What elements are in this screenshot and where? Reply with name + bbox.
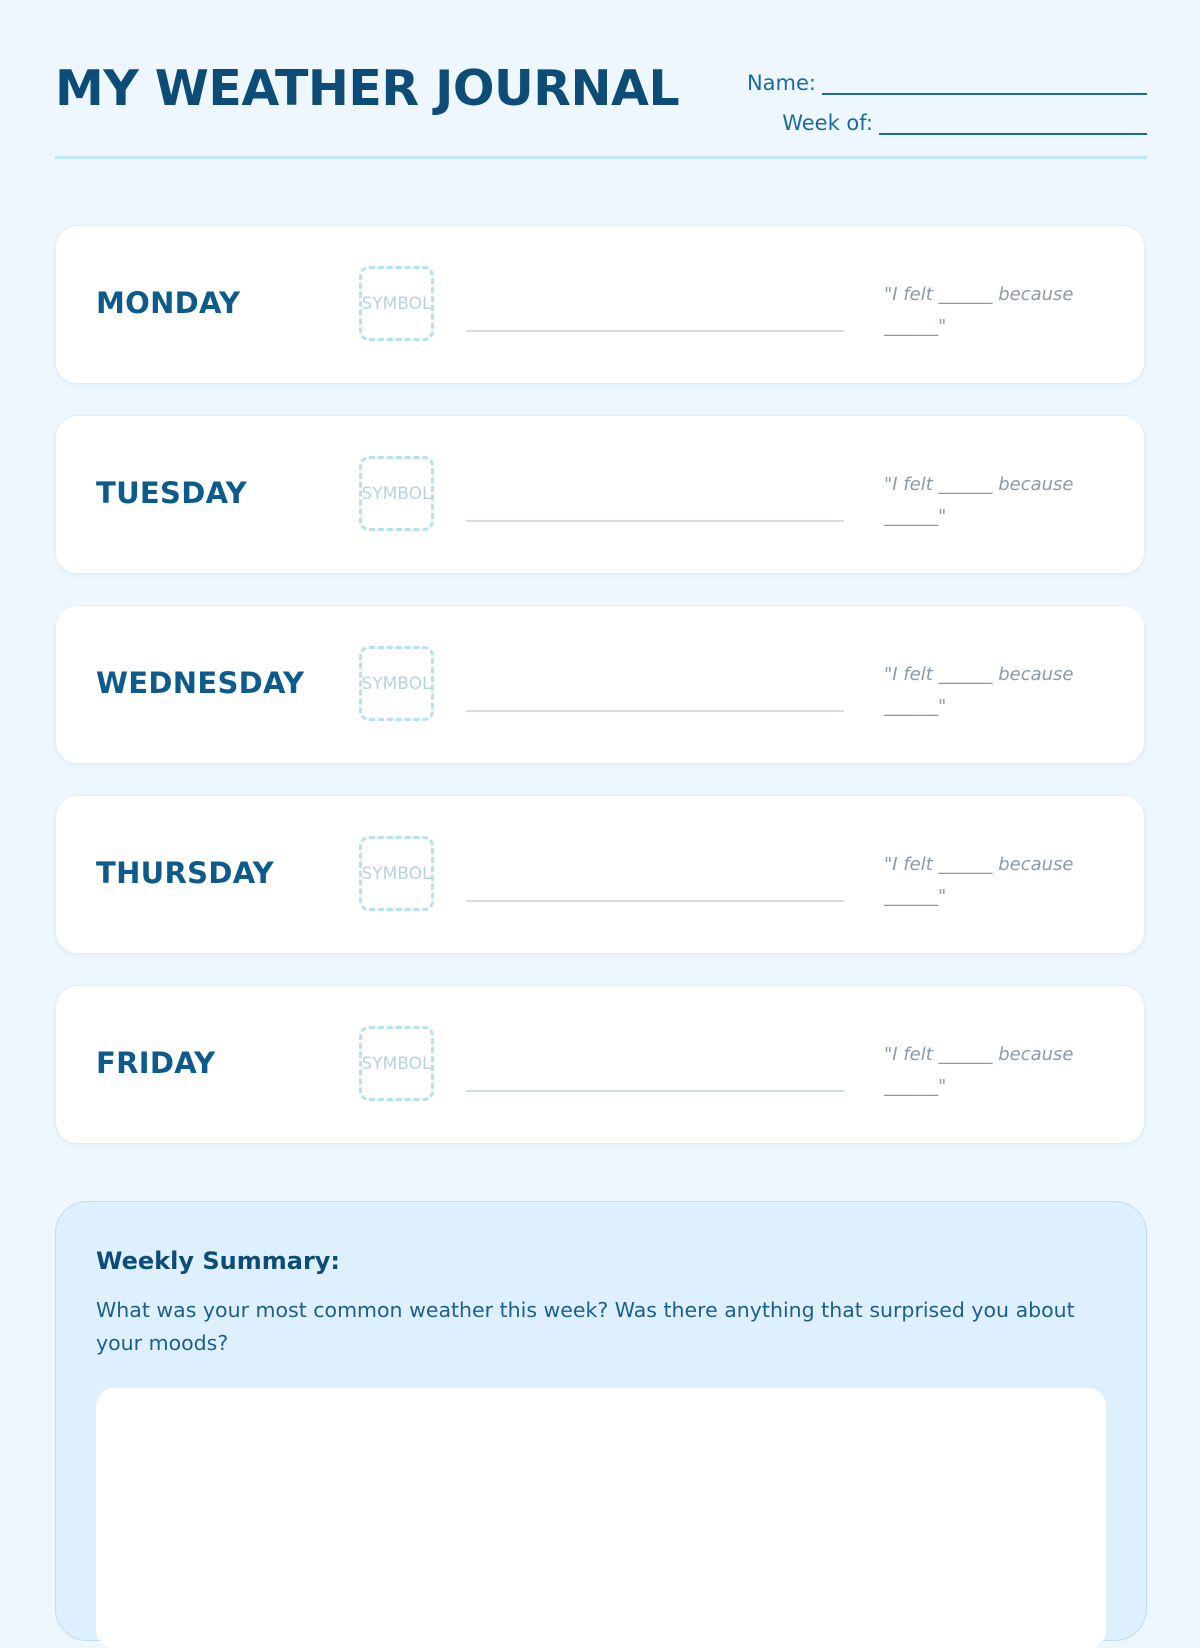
- week-field[interactable]: [879, 115, 1147, 135]
- day-card-tuesday: [55, 415, 1145, 574]
- day-card-thursday: [55, 795, 1145, 954]
- week-label: Week of:: [782, 111, 873, 135]
- page-title: MY WEATHER JOURNAL: [55, 60, 680, 117]
- day-name: WEDNESDAY: [96, 666, 305, 700]
- day-card-wednesday: [55, 605, 1145, 764]
- feeling-prompt: "I felt ______ because ______": [884, 284, 1074, 337]
- summary-title: Weekly Summary:: [96, 1247, 341, 1275]
- weather-symbol-box[interactable]: SYMBOL: [359, 266, 434, 341]
- summary-question: What was your most common weather this week? Was there anything that surprised you about your moods?: [96, 1298, 1075, 1355]
- weather-symbol-box[interactable]: SYMBOL: [359, 646, 434, 721]
- day-name: MONDAY: [96, 286, 241, 320]
- weather-symbol-box[interactable]: SYMBOL: [359, 456, 434, 531]
- page-header: [55, 0, 1147, 159]
- day-name: FRIDAY: [96, 1046, 216, 1080]
- weather-symbol-box[interactable]: SYMBOL: [359, 1026, 434, 1101]
- feeling-prompt: "I felt ______ because ______": [884, 1044, 1074, 1097]
- summary-answer-box[interactable]: [96, 1388, 1106, 1648]
- day-card-friday: [55, 985, 1145, 1144]
- weather-description-line[interactable]: [466, 710, 844, 712]
- weather-description-line[interactable]: [466, 1090, 844, 1092]
- feeling-prompt: "I felt ______ because ______": [884, 474, 1074, 527]
- week-row: [727, 95, 1147, 135]
- day-name: THURSDAY: [96, 856, 274, 890]
- weather-symbol-box[interactable]: SYMBOL: [359, 836, 434, 911]
- feeling-prompt: "I felt ______ because ______": [884, 664, 1074, 717]
- day-name: TUESDAY: [96, 476, 247, 510]
- student-info: [727, 55, 1147, 135]
- weekly-summary: [55, 1201, 1147, 1641]
- name-label: Name:: [746, 71, 816, 95]
- feeling-prompt: "I felt ______ because ______": [884, 854, 1074, 907]
- day-card-monday: [55, 225, 1145, 384]
- name-row: [727, 55, 1147, 95]
- weather-description-line[interactable]: [466, 900, 844, 902]
- name-field[interactable]: [822, 75, 1147, 95]
- weather-description-line[interactable]: [466, 520, 844, 522]
- weather-description-line[interactable]: [466, 330, 844, 332]
